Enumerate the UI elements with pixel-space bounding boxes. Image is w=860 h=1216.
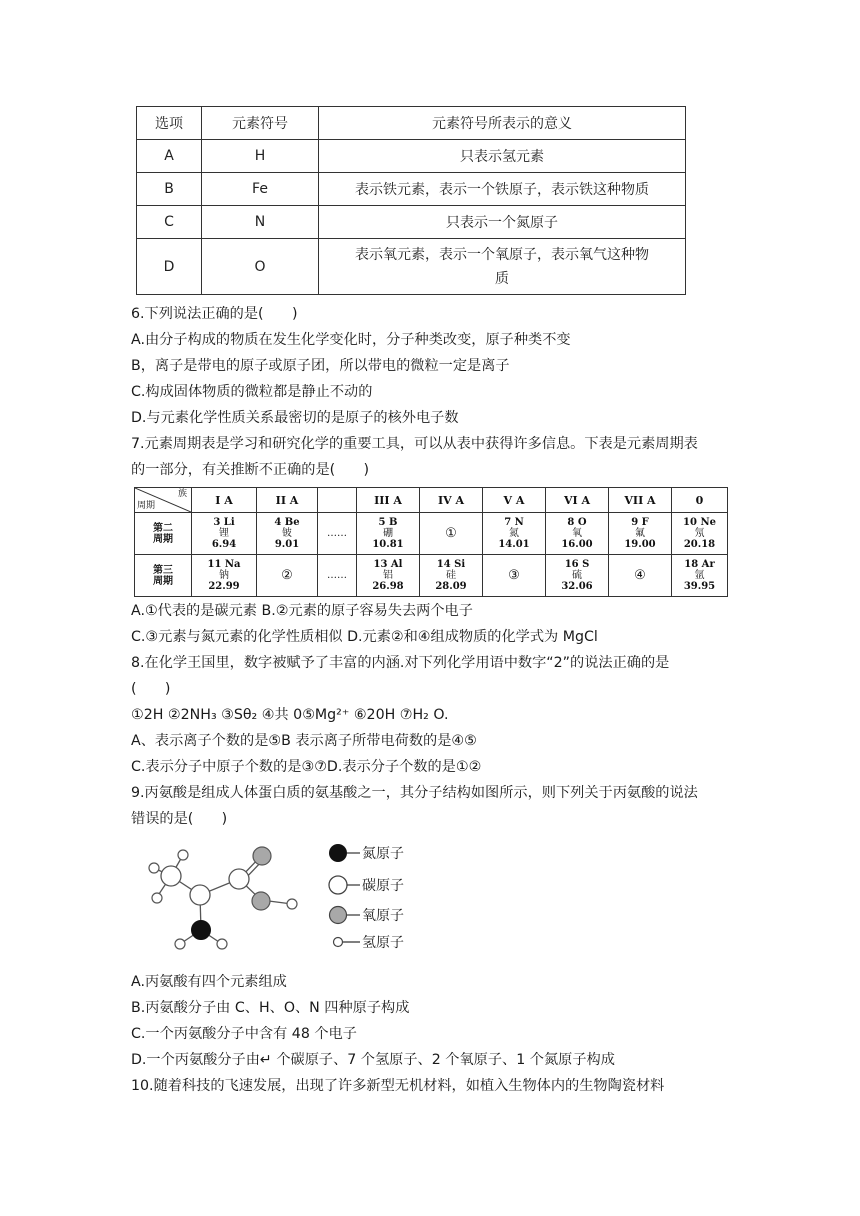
element-number-symbol: 9 F bbox=[631, 517, 649, 528]
question-6-option-c: C.构成固体物质的微粒都是静止不动的 bbox=[131, 384, 373, 400]
table-row bbox=[137, 206, 686, 239]
group-header: III A bbox=[357, 488, 420, 513]
table-row bbox=[137, 239, 686, 295]
meaning-cell: 表示铁元素，表示一个铁原子，表示铁这种物质 bbox=[319, 173, 686, 206]
element-symbol-table bbox=[136, 106, 686, 295]
question-8-items: ①2H ②2NH₃ ③Sθ₂ ④共 0⑤Mg²⁺ ⑥20H ⑦H₂ O. bbox=[131, 707, 449, 723]
element-mass: 6.94 bbox=[211, 539, 237, 550]
element-name: 硼 bbox=[383, 528, 393, 539]
hydrogen-atom bbox=[217, 939, 227, 949]
legend-label-oxygen: 氧原子 bbox=[362, 908, 404, 924]
element-number-symbol: 11 Na bbox=[207, 559, 241, 570]
element-number-symbol: 7 N bbox=[504, 517, 524, 528]
periodic-header-row bbox=[135, 488, 728, 513]
group-header: VI A bbox=[546, 488, 609, 513]
group-header: V A bbox=[483, 488, 546, 513]
element-name: 铍 bbox=[282, 528, 292, 539]
gap-cell: …… bbox=[318, 555, 357, 597]
group-header: VII A bbox=[609, 488, 672, 513]
period-label-line: 周期 bbox=[153, 533, 173, 545]
period-label bbox=[135, 513, 192, 555]
symbol-cell: H bbox=[202, 140, 319, 173]
hydrogen-atom bbox=[287, 899, 297, 909]
period-label bbox=[135, 555, 192, 597]
table-header-cell: 元素符号 bbox=[202, 107, 319, 140]
element-name: 铝 bbox=[383, 570, 393, 581]
hydrogen-atom bbox=[149, 863, 159, 873]
hydrogen-atom bbox=[178, 850, 188, 860]
meaning-cell bbox=[319, 239, 686, 295]
question-9-option-a: A.丙氨酸有四个元素组成 bbox=[131, 974, 287, 990]
element-cell bbox=[192, 555, 257, 597]
element-mass: 32.06 bbox=[561, 581, 593, 592]
question-8-options-ab: A、表示离子个数的是⑤B 表示离子所带电荷数的是④⑤ bbox=[131, 733, 477, 749]
element-cell bbox=[192, 513, 257, 555]
hydrogen-atom bbox=[175, 939, 185, 949]
symbol-cell: Fe bbox=[202, 173, 319, 206]
carbon-legend-icon bbox=[329, 876, 347, 894]
element-name: 锂 bbox=[219, 528, 229, 539]
question-6-stem: 6.下列说法正确的是( ) bbox=[131, 306, 298, 322]
element-mass: 19.00 bbox=[624, 539, 656, 550]
question-8-options-cd: C.表示分子中原子个数的是③⑦D.表示分子个数的是①② bbox=[131, 759, 482, 775]
element-cell-blank: ③ bbox=[483, 555, 546, 597]
question-9-option-d: D.一个丙氨酸分子由↵ 个碳原子、7 个氢原子、2 个氧原子、1 个氮原子构成 bbox=[131, 1052, 615, 1068]
element-name: 氧 bbox=[572, 528, 582, 539]
element-mass: 9.01 bbox=[274, 539, 300, 550]
element-mass: 26.98 bbox=[372, 581, 404, 592]
question-9-option-c: C.一个丙氨酸分子中含有 48 个电子 bbox=[131, 1026, 357, 1042]
element-cell bbox=[420, 555, 483, 597]
question-7-options-ab: A.①代表的是碳元素 B.②元素的原子容易失去两个电子 bbox=[131, 603, 473, 619]
question-9-option-b: B.丙氨酸分子由 C、H、O、N 四种原子构成 bbox=[131, 1000, 410, 1016]
symbol-cell: N bbox=[202, 206, 319, 239]
element-cell-blank: ④ bbox=[609, 555, 672, 597]
option-cell: D bbox=[137, 239, 202, 295]
question-6-option-b: B，离子是带电的原子或原子团，所以带电的微粒一定是离子 bbox=[131, 358, 510, 374]
period-label-line: 第二 bbox=[153, 522, 173, 534]
oxygen-atom bbox=[253, 847, 271, 865]
element-number-symbol: 8 O bbox=[567, 517, 587, 528]
element-mass: 39.95 bbox=[683, 581, 716, 592]
oxygen-atom bbox=[252, 892, 270, 910]
gap-cell: …… bbox=[318, 513, 357, 555]
gap-header bbox=[318, 488, 357, 513]
element-number-symbol: 5 B bbox=[378, 517, 398, 528]
legend-label-hydrogen: 氢原子 bbox=[362, 935, 404, 951]
symbol-cell: O bbox=[202, 239, 319, 295]
element-name: 硅 bbox=[446, 570, 456, 581]
meaning-line: 表示氧元素，表示一个氧原子，表示氧气这种物 bbox=[355, 246, 649, 263]
oxygen-legend-icon bbox=[330, 907, 347, 924]
question-7-stem-cont: 的一部分，有关推断不正确的是( ) bbox=[131, 462, 370, 478]
question-9-stem-cont: 错误的是( ) bbox=[131, 811, 228, 827]
group-header: IV A bbox=[420, 488, 483, 513]
group-header: 0 bbox=[672, 488, 728, 513]
element-name: 氮 bbox=[509, 528, 519, 539]
element-name: 硫 bbox=[572, 570, 582, 581]
element-cell bbox=[546, 555, 609, 597]
option-cell: A bbox=[137, 140, 202, 173]
element-name: 钠 bbox=[219, 570, 229, 581]
molecule-legend bbox=[326, 843, 446, 959]
element-cell bbox=[357, 513, 420, 555]
element-cell-blank: ① bbox=[420, 513, 483, 555]
period-label-line: 第三 bbox=[153, 564, 173, 576]
element-number-symbol: 16 S bbox=[564, 559, 590, 570]
element-mass: 10.81 bbox=[372, 539, 404, 550]
element-mass: 22.99 bbox=[208, 581, 240, 592]
question-7-options-cd: C.③元素与氮元素的化学性质相似 D.元素②和④组成物质的化学式为 MgCl bbox=[131, 629, 598, 645]
question-9-stem: 9.丙氨酸是组成人体蛋白质的氨基酸之一，其分子结构如图所示，则下列关于丙氨酸的说法 bbox=[131, 785, 698, 801]
element-cell-blank: ② bbox=[257, 555, 318, 597]
question-10-stem: 10.随着科技的飞速发展，出现了许多新型无机材料，如植入生物体内的生物陶瓷材料 bbox=[131, 1078, 665, 1094]
question-8-stem-cont: ( ) bbox=[131, 681, 171, 697]
element-cell bbox=[257, 513, 318, 555]
question-6-option-a: A.由分子构成的物质在发生化学变化时，分子种类改变，原子种类不变 bbox=[131, 332, 571, 348]
corner-period-label: 周期 bbox=[137, 501, 156, 511]
legend-label-carbon: 碳原子 bbox=[362, 878, 404, 894]
period-label-line: 周期 bbox=[153, 575, 173, 587]
element-number-symbol: 13 Al bbox=[373, 559, 403, 570]
corner-group-label: 族 bbox=[177, 489, 187, 499]
element-cell bbox=[672, 513, 728, 555]
legend-label-nitrogen: 氮原子 bbox=[362, 846, 404, 862]
element-number-symbol: 10 Ne bbox=[683, 517, 716, 528]
element-number-symbol: 3 Li bbox=[213, 517, 235, 528]
element-number-symbol: 4 Be bbox=[274, 517, 300, 528]
element-cell bbox=[357, 555, 420, 597]
group-header: I A bbox=[192, 488, 257, 513]
question-6-option-d: D.与元素化学性质关系最密切的是原子的核外电子数 bbox=[131, 410, 459, 426]
table-header-cell: 选项 bbox=[137, 107, 202, 140]
periodic-table bbox=[134, 487, 728, 597]
meaning-cell: 只表示一个氮原子 bbox=[319, 206, 686, 239]
period-3-row bbox=[135, 555, 728, 597]
hydrogen-atom bbox=[152, 893, 162, 903]
question-8-stem: 8.在化学王国里，数字被赋予了丰富的内涵.对下列化学用语中数字“2”的说法正确的是 bbox=[131, 655, 670, 671]
option-cell: B bbox=[137, 173, 202, 206]
nitrogen-legend-icon bbox=[329, 844, 347, 862]
meaning-line: 质 bbox=[495, 270, 509, 287]
element-cell bbox=[483, 513, 546, 555]
element-number-symbol: 14 Si bbox=[436, 559, 466, 570]
element-name: 氟 bbox=[635, 528, 645, 539]
element-cell bbox=[546, 513, 609, 555]
element-mass: 16.00 bbox=[561, 539, 593, 550]
meaning-cell: 只表示氢元素 bbox=[319, 140, 686, 173]
carbon-atom bbox=[190, 885, 210, 905]
element-cell bbox=[672, 555, 728, 597]
corner-cell bbox=[135, 488, 192, 513]
element-name: 氩 bbox=[694, 570, 705, 581]
question-7-stem: 7.元素周期表是学习和研究化学的重要工具，可以从表中获得许多信息。下表是元素周期表 bbox=[131, 436, 698, 452]
carbon-atom bbox=[229, 869, 249, 889]
alanine-molecule-diagram bbox=[140, 840, 310, 960]
group-header: II A bbox=[257, 488, 318, 513]
hydrogen-legend-icon bbox=[334, 938, 343, 947]
element-mass: 20.18 bbox=[683, 539, 716, 550]
carbon-atom bbox=[161, 866, 181, 886]
element-number-symbol: 18 Ar bbox=[684, 559, 715, 570]
table-header-cell: 元素符号所表示的意义 bbox=[319, 107, 686, 140]
element-cell bbox=[609, 513, 672, 555]
period-2-row bbox=[135, 513, 728, 555]
nitrogen-atom bbox=[192, 921, 211, 940]
option-cell: C bbox=[137, 206, 202, 239]
legend-symbols bbox=[326, 843, 366, 959]
table-header-row bbox=[137, 107, 686, 140]
table-row bbox=[137, 173, 686, 206]
table-row bbox=[137, 140, 686, 173]
element-name: 氖 bbox=[694, 528, 705, 539]
element-mass: 28.09 bbox=[435, 581, 467, 592]
element-mass: 14.01 bbox=[498, 539, 530, 550]
